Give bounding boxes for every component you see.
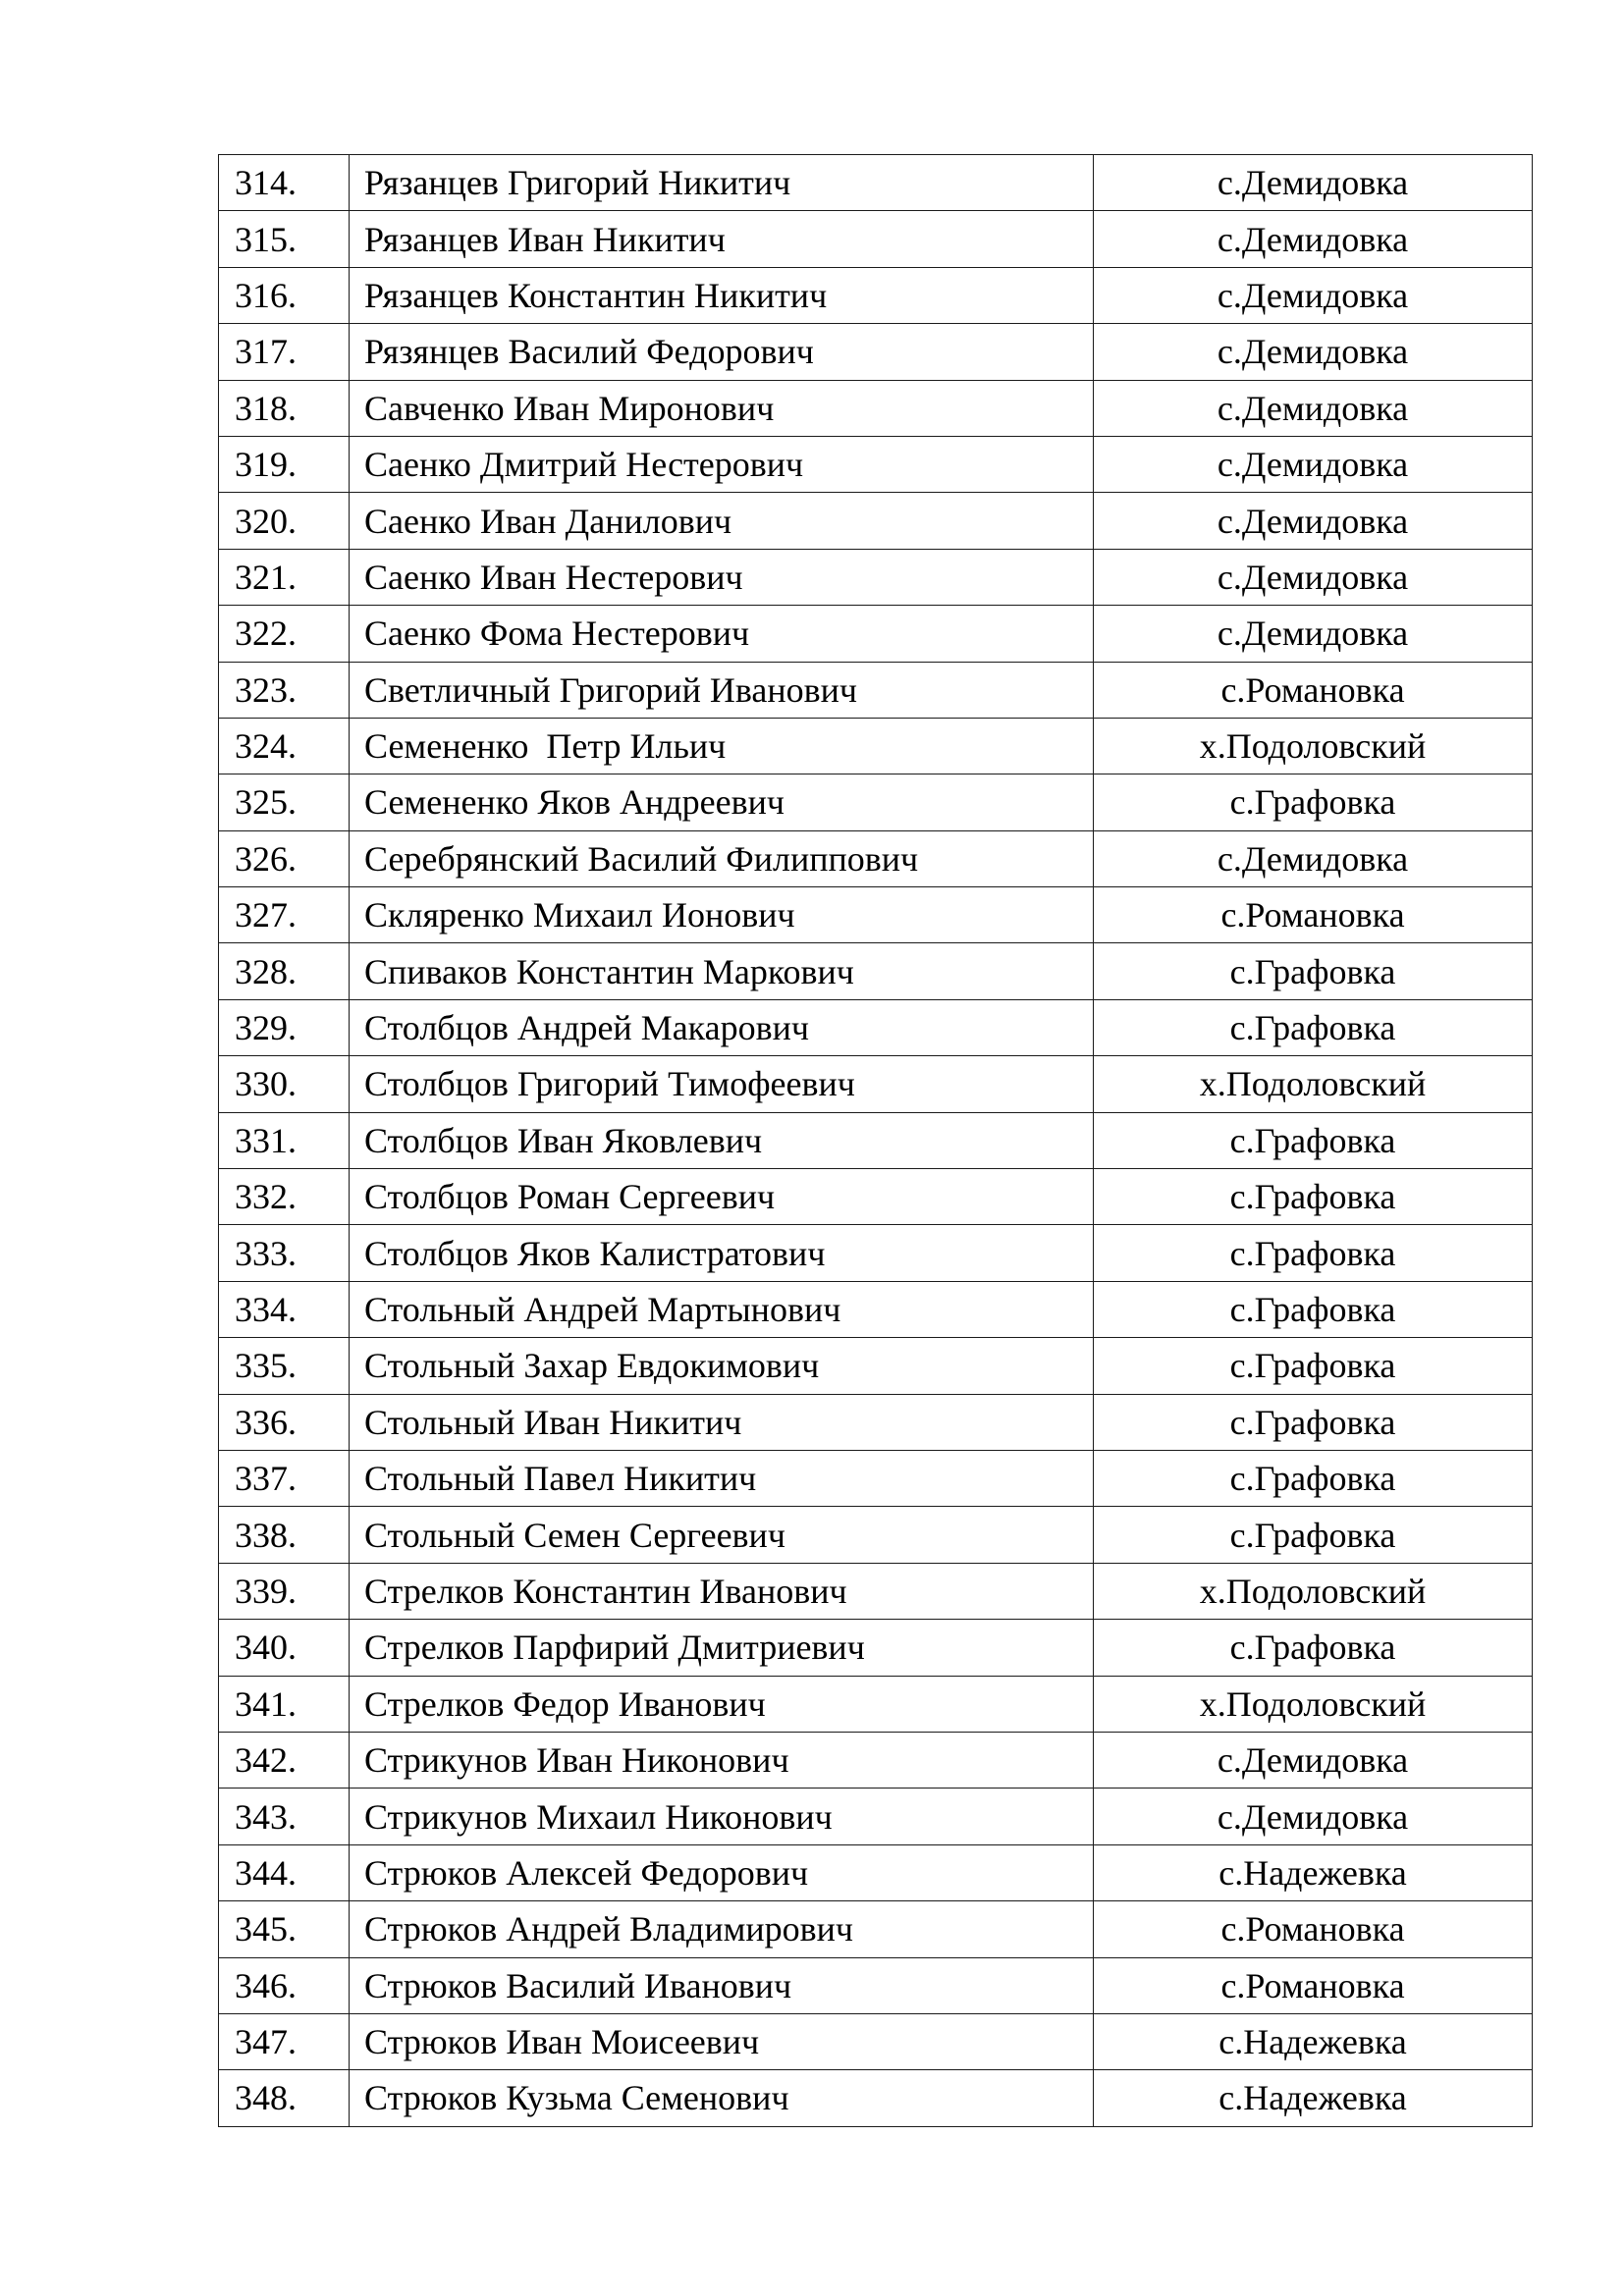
- person-name-cell: Стрикунов Михаил Никонович: [350, 1789, 1094, 1844]
- village-cell: с.Демидовка: [1094, 380, 1533, 436]
- village-cell: с.Демидовка: [1094, 155, 1533, 211]
- table-row: [219, 324, 1533, 380]
- village-cell: с.Демидовка: [1094, 324, 1533, 380]
- village-cell: с.Демидовка: [1094, 436, 1533, 492]
- table-row: [219, 718, 1533, 774]
- table-row: [219, 2013, 1533, 2069]
- person-name-cell: Саенко Фома Нестерович: [350, 606, 1094, 662]
- row-number-cell: 315.: [219, 211, 350, 267]
- table-row: [219, 830, 1533, 886]
- row-number-cell: 347.: [219, 2013, 350, 2069]
- village-cell: с.Романовка: [1094, 662, 1533, 718]
- person-name-cell: Светличный Григорий Иванович: [350, 662, 1094, 718]
- table-row: [219, 155, 1533, 211]
- person-name-cell: Стольный Захар Евдокимович: [350, 1338, 1094, 1394]
- person-name-cell: Стрюков Андрей Владимирович: [350, 1901, 1094, 1957]
- village-cell: х.Подоловский: [1094, 1676, 1533, 1732]
- village-cell: с.Графовка: [1094, 943, 1533, 999]
- person-name-cell: Семененко Яков Андреевич: [350, 774, 1094, 830]
- table-row: [219, 1450, 1533, 1506]
- village-cell: с.Демидовка: [1094, 267, 1533, 323]
- table-row: [219, 267, 1533, 323]
- table-row: [219, 436, 1533, 492]
- table-row: [219, 1281, 1533, 1337]
- person-name-cell: Стрюков Алексей Федорович: [350, 1844, 1094, 1900]
- village-cell: с.Графовка: [1094, 1338, 1533, 1394]
- row-number-cell: 348.: [219, 2070, 350, 2126]
- table-row: [219, 1507, 1533, 1563]
- table-row: [219, 606, 1533, 662]
- person-name-cell: Стрелков Федор Иванович: [350, 1676, 1094, 1732]
- row-number-cell: 317.: [219, 324, 350, 380]
- row-number-cell: 346.: [219, 1957, 350, 2013]
- village-cell: с.Графовка: [1094, 1620, 1533, 1676]
- person-name-cell: Стрюков Иван Моисеевич: [350, 2013, 1094, 2069]
- village-cell: с.Надежевка: [1094, 2013, 1533, 2069]
- village-cell: с.Графовка: [1094, 1281, 1533, 1337]
- row-number-cell: 333.: [219, 1225, 350, 1281]
- person-name-cell: Рязанцев Константин Никитич: [350, 267, 1094, 323]
- table-row: [219, 1844, 1533, 1900]
- row-number-cell: 337.: [219, 1450, 350, 1506]
- person-name-cell: Спиваков Константин Маркович: [350, 943, 1094, 999]
- village-cell: с.Графовка: [1094, 1169, 1533, 1225]
- table-row: [219, 549, 1533, 605]
- row-number-cell: 344.: [219, 1844, 350, 1900]
- village-cell: с.Графовка: [1094, 1225, 1533, 1281]
- village-cell: с.Графовка: [1094, 774, 1533, 830]
- row-number-cell: 319.: [219, 436, 350, 492]
- table-row: [219, 1620, 1533, 1676]
- person-name-cell: Стрюков Кузьма Семенович: [350, 2070, 1094, 2126]
- person-name-cell: Серебрянский Василий Филиппович: [350, 830, 1094, 886]
- person-name-cell: Семененко Петр Ильич: [350, 718, 1094, 774]
- person-name-cell: Рязянцев Василий Федорович: [350, 324, 1094, 380]
- table-row: [219, 999, 1533, 1055]
- person-name-cell: Столбцов Андрей Макарович: [350, 999, 1094, 1055]
- village-cell: с.Графовка: [1094, 1394, 1533, 1450]
- table-row: [219, 662, 1533, 718]
- table-row: [219, 943, 1533, 999]
- table-row: [219, 1394, 1533, 1450]
- person-name-cell: Саенко Иван Нестерович: [350, 549, 1094, 605]
- village-cell: с.Демидовка: [1094, 830, 1533, 886]
- person-name-cell: Савченко Иван Миронович: [350, 380, 1094, 436]
- village-cell: с.Графовка: [1094, 999, 1533, 1055]
- person-name-cell: Саенко Иван Данилович: [350, 493, 1094, 549]
- row-number-cell: 330.: [219, 1056, 350, 1112]
- row-number-cell: 320.: [219, 493, 350, 549]
- person-name-cell: Стрелков Парфирий Дмитриевич: [350, 1620, 1094, 1676]
- table-row: [219, 1056, 1533, 1112]
- table-row: [219, 1789, 1533, 1844]
- row-number-cell: 316.: [219, 267, 350, 323]
- table-row: [219, 211, 1533, 267]
- table-row: [219, 1338, 1533, 1394]
- row-number-cell: 326.: [219, 830, 350, 886]
- row-number-cell: 335.: [219, 1338, 350, 1394]
- row-number-cell: 339.: [219, 1563, 350, 1619]
- table-row: [219, 774, 1533, 830]
- person-name-cell: Стрюков Василий Иванович: [350, 1957, 1094, 2013]
- person-name-cell: Стольный Семен Сергеевич: [350, 1507, 1094, 1563]
- village-cell: с.Демидовка: [1094, 606, 1533, 662]
- village-cell: с.Демидовка: [1094, 549, 1533, 605]
- person-name-cell: Рязанцев Иван Никитич: [350, 211, 1094, 267]
- person-name-cell: Стольный Андрей Мартынович: [350, 1281, 1094, 1337]
- row-number-cell: 322.: [219, 606, 350, 662]
- table-row: [219, 1169, 1533, 1225]
- row-number-cell: 340.: [219, 1620, 350, 1676]
- table-row: [219, 1957, 1533, 2013]
- row-number-cell: 334.: [219, 1281, 350, 1337]
- table-row: [219, 493, 1533, 549]
- village-cell: с.Демидовка: [1094, 1732, 1533, 1788]
- person-name-cell: Столбцов Роман Сергеевич: [350, 1169, 1094, 1225]
- table-row: [219, 1225, 1533, 1281]
- row-number-cell: 324.: [219, 718, 350, 774]
- person-name-cell: Стрелков Константин Иванович: [350, 1563, 1094, 1619]
- person-name-cell: Столбцов Иван Яковлевич: [350, 1112, 1094, 1168]
- row-number-cell: 341.: [219, 1676, 350, 1732]
- village-cell: х.Подоловский: [1094, 1056, 1533, 1112]
- row-number-cell: 328.: [219, 943, 350, 999]
- village-cell: х.Подоловский: [1094, 1563, 1533, 1619]
- table-row: [219, 1732, 1533, 1788]
- village-cell: х.Подоловский: [1094, 718, 1533, 774]
- row-number-cell: 323.: [219, 662, 350, 718]
- row-number-cell: 338.: [219, 1507, 350, 1563]
- village-cell: с.Надежевка: [1094, 1844, 1533, 1900]
- row-number-cell: 345.: [219, 1901, 350, 1957]
- row-number-cell: 314.: [219, 155, 350, 211]
- row-number-cell: 321.: [219, 549, 350, 605]
- row-number-cell: 342.: [219, 1732, 350, 1788]
- table-row: [219, 1563, 1533, 1619]
- row-number-cell: 329.: [219, 999, 350, 1055]
- person-name-cell: Стольный Иван Никитич: [350, 1394, 1094, 1450]
- table-row: [219, 887, 1533, 943]
- person-name-cell: Скляренко Михаил Ионович: [350, 887, 1094, 943]
- roster-table-body: [219, 155, 1533, 2127]
- person-name-cell: Рязанцев Григорий Никитич: [350, 155, 1094, 211]
- table-row: [219, 380, 1533, 436]
- row-number-cell: 327.: [219, 887, 350, 943]
- village-cell: с.Романовка: [1094, 1901, 1533, 1957]
- person-name-cell: Столбцов Григорий Тимофеевич: [350, 1056, 1094, 1112]
- village-cell: с.Графовка: [1094, 1112, 1533, 1168]
- village-cell: с.Романовка: [1094, 1957, 1533, 2013]
- village-cell: с.Надежевка: [1094, 2070, 1533, 2126]
- table-row: [219, 1112, 1533, 1168]
- person-name-cell: Стольный Павел Никитич: [350, 1450, 1094, 1506]
- row-number-cell: 332.: [219, 1169, 350, 1225]
- person-name-cell: Стрикунов Иван Никонович: [350, 1732, 1094, 1788]
- village-cell: с.Демидовка: [1094, 493, 1533, 549]
- village-cell: с.Демидовка: [1094, 1789, 1533, 1844]
- row-number-cell: 343.: [219, 1789, 350, 1844]
- table-row: [219, 1901, 1533, 1957]
- person-name-cell: Столбцов Яков Калистратович: [350, 1225, 1094, 1281]
- table-row: [219, 2070, 1533, 2126]
- row-number-cell: 325.: [219, 774, 350, 830]
- roster-table: [218, 154, 1533, 2127]
- village-cell: с.Графовка: [1094, 1507, 1533, 1563]
- table-row: [219, 1676, 1533, 1732]
- row-number-cell: 318.: [219, 380, 350, 436]
- row-number-cell: 331.: [219, 1112, 350, 1168]
- person-name-cell: Саенко Дмитрий Нестерович: [350, 436, 1094, 492]
- village-cell: с.Романовка: [1094, 887, 1533, 943]
- village-cell: с.Графовка: [1094, 1450, 1533, 1506]
- village-cell: с.Демидовка: [1094, 211, 1533, 267]
- row-number-cell: 336.: [219, 1394, 350, 1450]
